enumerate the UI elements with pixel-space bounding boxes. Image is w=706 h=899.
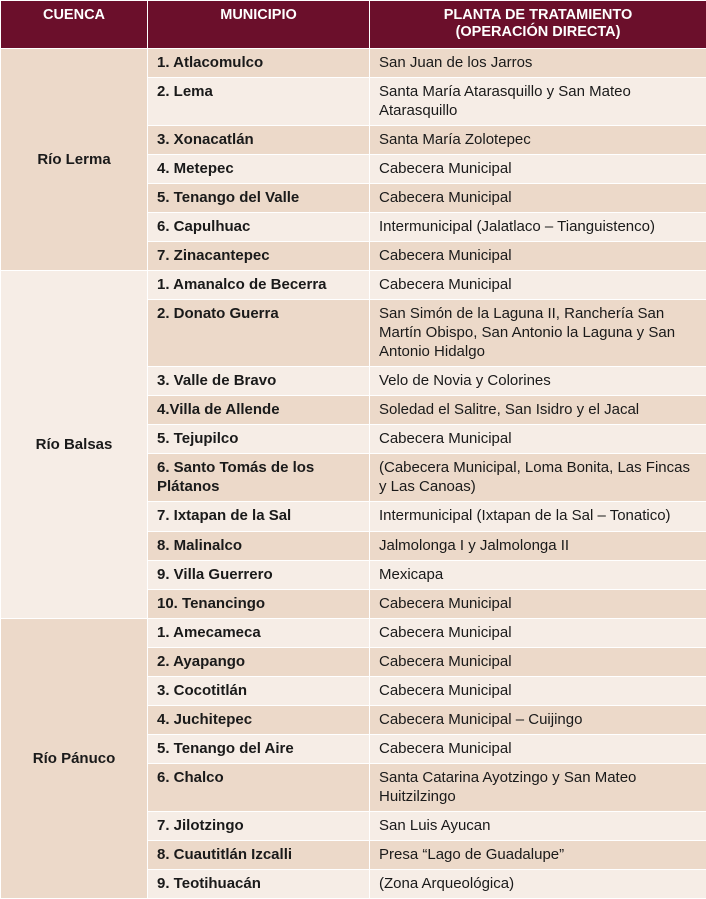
municipio-cell: 1. Amanalco de Becerra	[148, 271, 370, 300]
planta-cell: (Cabecera Municipal, Loma Bonita, Las Fincas y Las Canoas)	[370, 454, 706, 502]
header-planta	[370, 1, 706, 49]
header-municipio: MUNICIPIO	[148, 1, 370, 49]
municipio-cell: 9. Teotihuacán	[148, 869, 370, 898]
planta-cell: Cabecera Municipal	[370, 425, 706, 454]
table-body	[1, 49, 706, 899]
table-row	[1, 271, 706, 300]
cuenca-cell: Río Lerma	[1, 49, 148, 271]
municipio-cell: 7. Jilotzingo	[148, 811, 370, 840]
table-row	[1, 618, 706, 647]
municipio-cell: 7. Zinacantepec	[148, 242, 370, 271]
municipio-cell: 3. Valle de Bravo	[148, 367, 370, 396]
planta-cell: Santa Catarina Ayotzingo y San Mateo Huitzilzingo	[370, 763, 706, 811]
municipio-cell: 6. Santo Tomás de los Plátanos	[148, 454, 370, 502]
municipio-cell: 9. Villa Guerrero	[148, 560, 370, 589]
municipio-cell: 5. Tejupilco	[148, 425, 370, 454]
planta-cell: Cabecera Municipal	[370, 589, 706, 618]
municipio-cell: 4.Villa de Allende	[148, 396, 370, 425]
municipio-cell: 2. Lema	[148, 78, 370, 126]
planta-cell: Mexicapa	[370, 560, 706, 589]
planta-cell: Cabecera Municipal	[370, 155, 706, 184]
header-row	[1, 1, 706, 49]
header-cuenca: CUENCA	[1, 1, 148, 49]
planta-cell: San Simón de la Laguna II, Ranchería San Martín Obispo, San Antonio la Laguna y San Antonio Hidalgo	[370, 300, 706, 367]
municipio-cell: 4. Metepec	[148, 155, 370, 184]
planta-cell: Soledad el Salitre, San Isidro y el Jacal	[370, 396, 706, 425]
municipio-cell: 1. Atlacomulco	[148, 49, 370, 78]
planta-cell: Presa “Lago de Guadalupe”	[370, 840, 706, 869]
municipio-cell: 4. Juchitepec	[148, 705, 370, 734]
planta-cell: Cabecera Municipal	[370, 618, 706, 647]
planta-cell: Cabecera Municipal	[370, 242, 706, 271]
planta-cell: Cabecera Municipal	[370, 734, 706, 763]
municipio-cell: 8. Malinalco	[148, 531, 370, 560]
planta-cell: San Luis Ayucan	[370, 811, 706, 840]
planta-cell: Cabecera Municipal	[370, 184, 706, 213]
header-planta-line2: (OPERACIÓN DIRECTA)	[455, 24, 621, 40]
planta-cell: Santa María Zolotepec	[370, 126, 706, 155]
planta-cell: Santa María Atarasquillo y San Mateo Atarasquillo	[370, 78, 706, 126]
municipio-cell: 8. Cuautitlán Izcalli	[148, 840, 370, 869]
table-row	[1, 49, 706, 78]
municipio-cell: 6. Capulhuac	[148, 213, 370, 242]
planta-cell: San Juan de los Jarros	[370, 49, 706, 78]
municipio-cell: 5. Tenango del Aire	[148, 734, 370, 763]
municipio-cell: 2. Donato Guerra	[148, 300, 370, 367]
planta-cell: (Zona Arqueológica)	[370, 869, 706, 898]
municipio-cell: 3. Xonacatlán	[148, 126, 370, 155]
planta-cell: Cabecera Municipal	[370, 647, 706, 676]
municipio-cell: 6. Chalco	[148, 763, 370, 811]
header-planta-line1: PLANTA DE TRATAMIENTO	[443, 7, 633, 23]
municipio-cell: 1. Amecameca	[148, 618, 370, 647]
municipio-cell: 2. Ayapango	[148, 647, 370, 676]
cuenca-cell: Río Balsas	[1, 271, 148, 618]
planta-cell: Cabecera Municipal – Cuijingo	[370, 705, 706, 734]
planta-cell: Intermunicipal (Ixtapan de la Sal – Tonatico)	[370, 502, 706, 531]
planta-cell: Velo de Novia y Colorines	[370, 367, 706, 396]
municipio-cell: 10. Tenancingo	[148, 589, 370, 618]
planta-cell: Cabecera Municipal	[370, 676, 706, 705]
planta-cell: Intermunicipal (Jalatlaco – Tianguistenco)	[370, 213, 706, 242]
planta-cell: Jalmolonga I y Jalmolonga II	[370, 531, 706, 560]
municipio-cell: 5. Tenango del Valle	[148, 184, 370, 213]
municipio-cell: 3. Cocotitlán	[148, 676, 370, 705]
cuenca-cell: Río Pánuco	[1, 618, 148, 898]
municipio-cell: 7. Ixtapan de la Sal	[148, 502, 370, 531]
planta-cell: Cabecera Municipal	[370, 271, 706, 300]
